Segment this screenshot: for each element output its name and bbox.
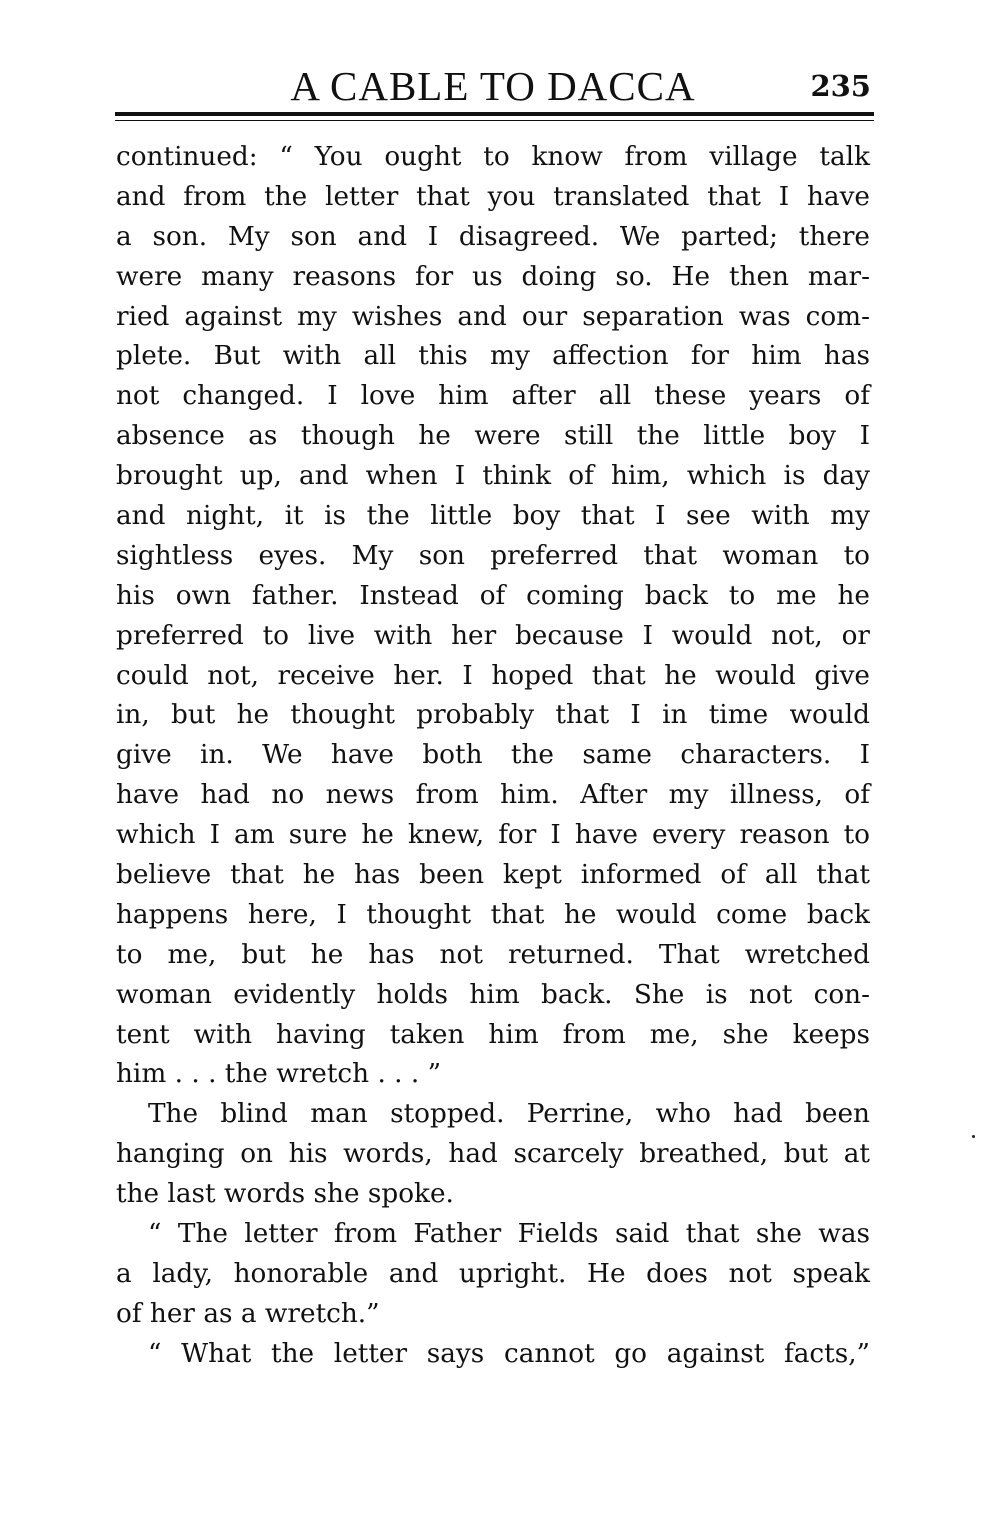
header-rule-thick [115,112,874,116]
text-line: his own father. Instead of coming back to me he [116,580,870,611]
text-line: preferred to live with her because I would not, or [116,620,870,651]
text-line: continued: “ You ought to know from village talk [116,142,870,172]
text-line: in, but he thought probably that I in time would [116,700,870,731]
text-line: plete. But with all this my affection for him has [116,341,870,372]
text-line: The blind man stopped. Perrine, who had been [148,1099,870,1130]
header-rule-thin [115,120,874,121]
body-text [116,138,870,1375]
text-line: which I am sure he knew, for I have every reason to [116,820,870,851]
text-line: tent with having taken him from me, she keeps [116,1019,870,1050]
text-line: a son. My son and I disagreed. We parted; there [116,221,870,252]
text-line: of her as a wretch.” [116,1298,380,1329]
text-line: were many reasons for us doing so. He then mar- [116,261,870,292]
running-title: A CABLE TO DACCA [290,63,696,109]
text-line: ried against my wishes and our separation was com- [116,301,870,332]
text-line: woman evidently holds him back. She is not con- [116,979,870,1010]
text-line: him . . . the wretch . . . ” [116,1059,442,1090]
text-line: brought up, and when I think of him, which is day [116,461,870,492]
page-number: 235 [810,69,871,103]
text-line: and night, it is the little boy that I see with my [116,501,870,532]
text-line: happens here, I thought that he would come back [116,899,870,930]
text-line: not changed. I love him after all these years of [116,381,870,412]
running-head [115,62,871,110]
text-line: to me, but he has not returned. That wretched [116,939,870,970]
text-line: “ The letter from Father Fields said that she was [148,1219,870,1250]
text-line: could not, receive her. I hoped that he would give [116,660,870,691]
text-line: “ What the letter says cannot go against facts,” [148,1338,870,1369]
text-line: the last words she spoke. [116,1179,454,1210]
text-line: believe that he has been kept informed of all that [116,860,870,891]
text-line: have had no news from him. After my illness, of [116,780,870,811]
text-line: a lady, honorable and upright. He does not speak [116,1258,870,1289]
text-line: hanging on his words, had scarcely breathed, but at [116,1139,870,1170]
text-line: sightless eyes. My son preferred that woman to [116,540,870,571]
print-speck [972,1135,975,1138]
text-line: absence as though he were still the little boy I [116,421,870,452]
text-line: give in. We have both the same characters. I [116,740,870,771]
text-line: and from the letter that you translated that I have [116,181,870,212]
